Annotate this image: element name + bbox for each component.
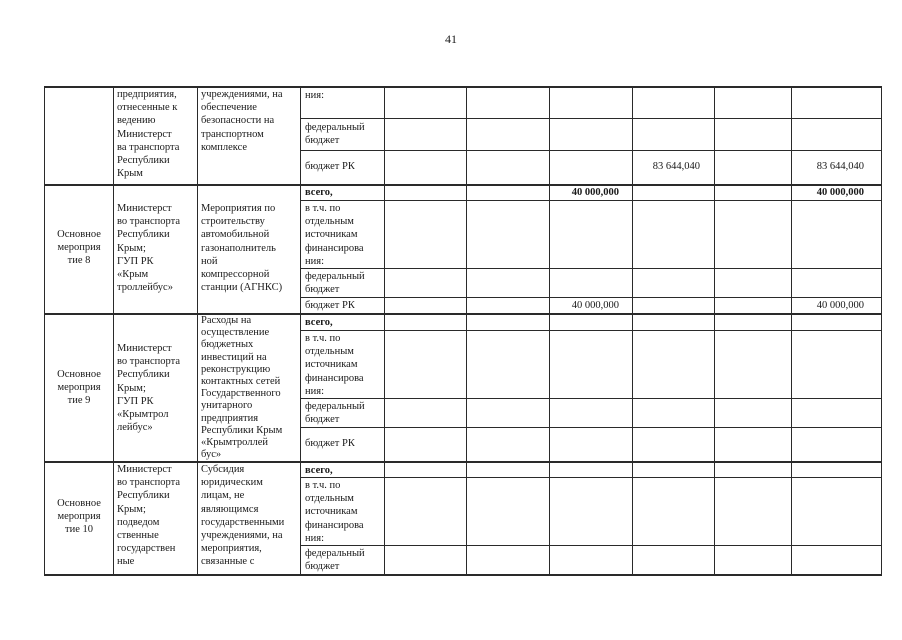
executor-cell: Министерст во транспорта Республики Крым; подведом ственные государствен ные (117, 464, 181, 568)
source-label: федеральный бюджет (305, 401, 365, 426)
description-cell: Мероприятия по строительству автомобильной газонаполнитель ной компрессорной станции (АГНКС) (201, 203, 283, 294)
value-2019: 40 000,000 (571, 300, 619, 311)
source-label: бюджет РК (305, 161, 355, 172)
source-label: федеральный бюджет (305, 548, 365, 573)
value-total: 40 000,000 (816, 187, 864, 198)
value-2019: 40 000,000 (571, 187, 619, 198)
event-cell: Основное мероприя тие 9 (57, 369, 101, 407)
event-cell: Основное мероприя тие 8 (57, 229, 101, 267)
source-label: бюджет РК (305, 300, 355, 311)
source-label: ния: (305, 90, 324, 101)
source-label: всего, (305, 187, 333, 198)
source-label: в т.ч. по отдельным источникам финансирова ния: (305, 333, 364, 397)
description-cell: учреждениями, на обеспечение безопасности на транспортном комплексе (201, 89, 283, 153)
description-cell: Субсидия юридическим лицам, не являющимся государственными учреждениями, на мероприятия, связанные с (201, 464, 285, 568)
source-label: бюджет РК (305, 438, 355, 449)
source-label: федеральный бюджет (305, 122, 365, 147)
executor-cell: Министерст во транспорта Республики Крым; ГУП РК «Крымтрол лейбус» (117, 343, 181, 434)
executor-cell: предприятия, отнесенные к ведению Министерст ва транспорта Республики Крым (117, 89, 180, 180)
source-label: всего, (305, 317, 333, 328)
source-label: всего, (305, 465, 333, 476)
value-total: 83 644,040 (816, 161, 864, 172)
value-total: 40 000,000 (816, 300, 864, 311)
page-number: 41 (445, 32, 457, 46)
source-label: федеральный бюджет (305, 271, 365, 296)
executor-cell: Министерст во транспорта Республики Крым; ГУП РК «Крым троллейбус» (117, 203, 181, 294)
event-cell: Основное мероприя тие 10 (57, 498, 101, 536)
source-label: в т.ч. по отдельным источникам финансирова ния: (305, 203, 364, 267)
description-cell: Расходы на осуществление бюджетных инвестиций на реконструкцию контактных сетей Государственного унитарного предприятия Республики Крым «Крымтроллей бус» (201, 315, 283, 461)
source-label: в т.ч. по отдельным источникам финансирова ния: (305, 480, 364, 544)
value-2020: 83 644,040 (652, 161, 700, 172)
